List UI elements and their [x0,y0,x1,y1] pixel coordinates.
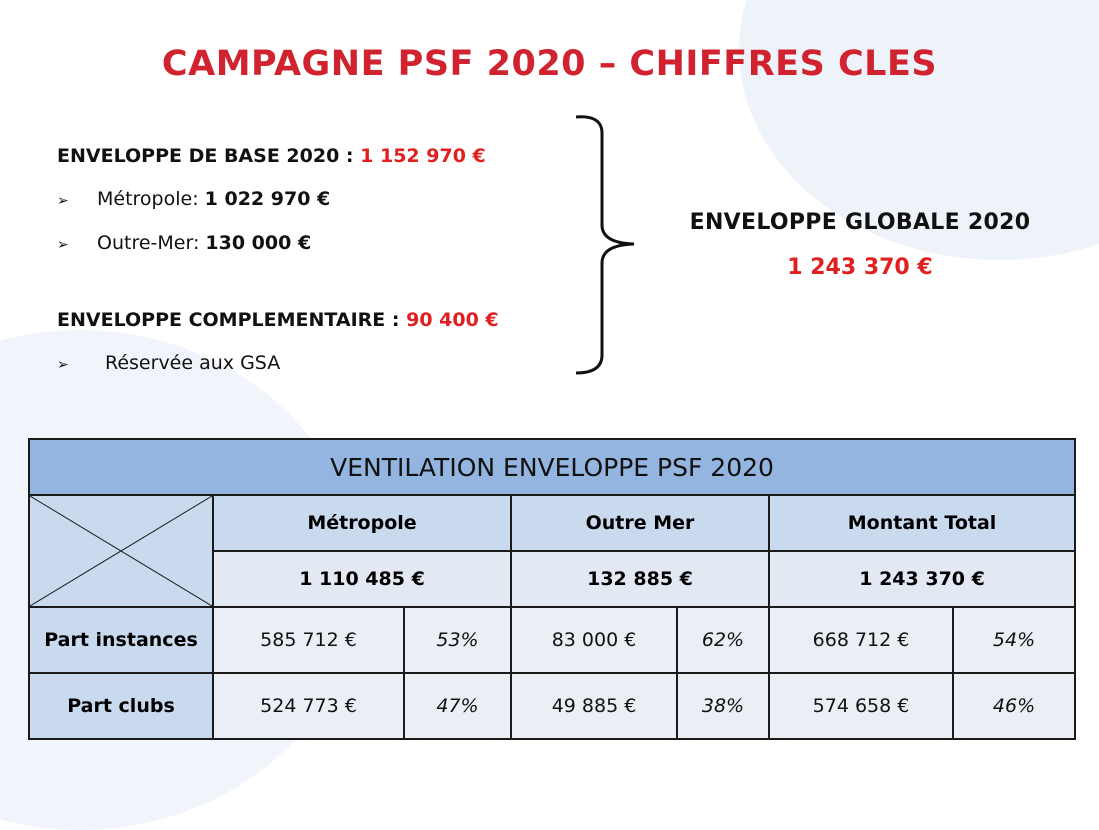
table-cell: 54% [953,607,1075,673]
empty-corner-cell [29,495,213,607]
total-outre-mer: 132 885 € [511,551,769,607]
table-cell: 38% [677,673,769,739]
column-header-total: Montant Total [769,495,1075,551]
column-header-metropole: Métropole [213,495,511,551]
arrow-bullet-icon: ➢ [57,237,69,253]
item-amount: 130 000 € [205,232,312,254]
base-envelope-label: ENVELOPPE DE BASE 2020 : [57,145,361,167]
brace-icon [570,113,640,378]
ventilation-table [28,438,1076,740]
arrow-bullet-icon: ➢ [57,193,69,209]
list-item [57,188,330,210]
table-cell: 62% [677,607,769,673]
table-row [29,607,1075,673]
table-row [29,673,1075,739]
list-item [57,232,311,254]
table-cell: 49 885 € [511,673,677,739]
total-metropole: 1 110 485 € [213,551,511,607]
row-label: Part clubs [29,673,213,739]
table-cell: 574 658 € [769,673,953,739]
complementary-envelope-line [57,309,499,331]
table-cell: 83 000 € [511,607,677,673]
item-label: Réservée aux GSA [105,352,281,374]
page-title: CAMPAGNE PSF 2020 – CHIFFRES CLES [161,44,938,84]
row-label: Part instances [29,607,213,673]
item-amount: 1 022 970 € [204,188,331,210]
item-label: Métropole: [97,188,205,210]
base-envelope-line [57,145,486,167]
global-envelope-label: ENVELOPPE GLOBALE 2020 [689,210,1031,235]
table-cell: 53% [404,607,511,673]
table-cell: 668 712 € [769,607,953,673]
global-envelope-amount: 1 243 370 € [787,255,933,280]
arrow-bullet-icon: ➢ [57,357,69,373]
table-cell: 46% [953,673,1075,739]
item-label: Outre-Mer: [97,232,206,254]
table-cell: 585 712 € [213,607,404,673]
table-cell: 524 773 € [213,673,404,739]
table-title: VENTILATION ENVELOPPE PSF 2020 [29,439,1075,495]
table-cell: 47% [404,673,511,739]
list-item [57,352,280,374]
complementary-envelope-label: ENVELOPPE COMPLEMENTAIRE : [57,309,407,331]
complementary-envelope-amount: 90 400 € [406,309,499,331]
column-header-outre-mer: Outre Mer [511,495,769,551]
total-global: 1 243 370 € [769,551,1075,607]
base-envelope-amount: 1 152 970 € [360,145,486,167]
cross-icon [30,496,212,606]
